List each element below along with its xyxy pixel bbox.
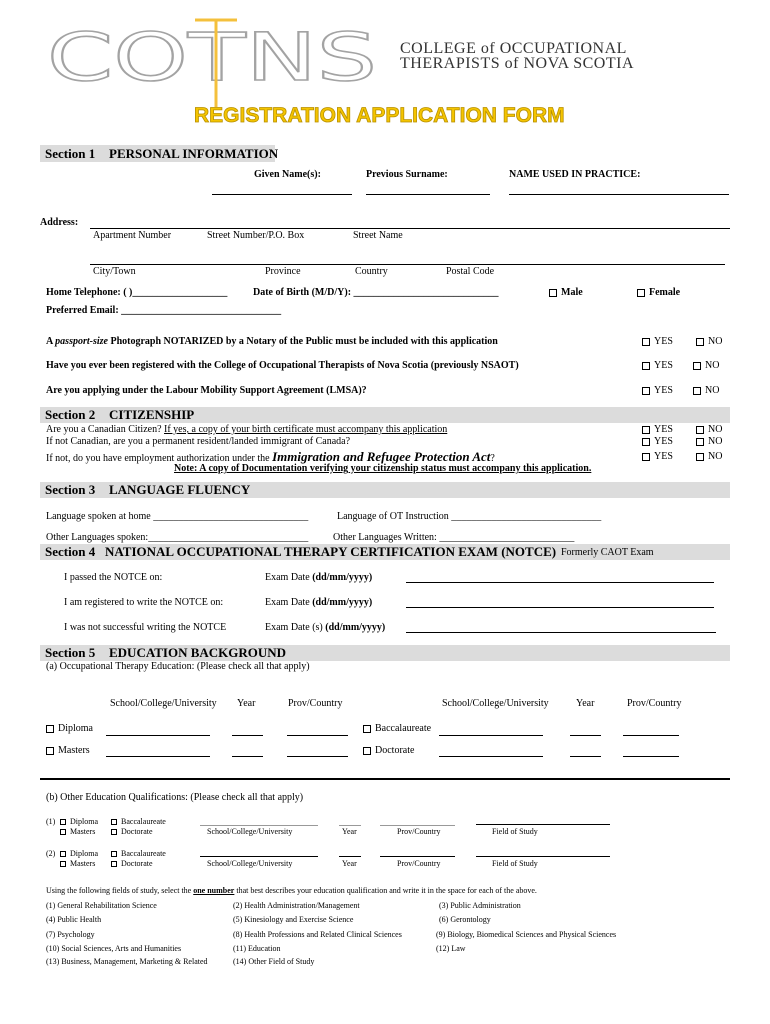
authorization-yes[interactable]: YES	[642, 451, 673, 462]
previous-surname-field[interactable]	[366, 194, 490, 195]
exam-date-1-label: Exam Date (dd/mm/yyyy)	[265, 572, 373, 583]
section3-title: LANGUAGE FLUENCY	[109, 482, 251, 497]
row2-bacc[interactable]: Baccalaureate	[111, 849, 166, 858]
row2-year-caption: Year	[342, 859, 357, 868]
masters-checkbox[interactable]	[46, 747, 54, 755]
row1-year-field[interactable]	[339, 825, 361, 826]
col-prov-right: Prov/Country	[627, 698, 682, 709]
female-label: Female	[649, 287, 681, 298]
lmsa-no[interactable]: NO	[693, 385, 719, 396]
row2-doctorate[interactable]: Doctorate	[111, 859, 153, 868]
checkbox[interactable]	[111, 861, 117, 867]
employment-authorization-question: If not, do you have employment authorization under the Immigration and Refugee Protection Act?	[46, 449, 495, 464]
address-line2-field[interactable]	[90, 264, 725, 265]
permanent-resident-question: If not Canadian, are you a permanent resident/landed immigrant of Canada?	[46, 436, 351, 447]
other-languages-spoken-field[interactable]: Other Languages spoken:________________________________	[46, 532, 309, 543]
section3-number: Section 3	[45, 482, 96, 497]
photo-yes[interactable]: YES	[642, 336, 673, 347]
yes-checkbox[interactable]	[642, 387, 650, 395]
checkbox[interactable]	[111, 819, 117, 825]
name-used-field[interactable]	[509, 194, 729, 195]
date-of-birth-field[interactable]: Date of Birth (M/D/Y): _____________________________	[253, 287, 499, 298]
baccalaureate-option[interactable]: Baccalaureate	[363, 723, 431, 734]
col-school-right: School/College/University	[442, 698, 549, 709]
field-6: (6) Gerontology	[439, 915, 491, 924]
preferred-email-field[interactable]: Preferred Email: ________________________________	[46, 305, 282, 316]
previous-surname-label: Previous Surname:	[366, 169, 448, 180]
female-checkbox[interactable]	[637, 289, 645, 297]
field-2: (2) Health Administration/Management	[233, 901, 360, 910]
postal-code-label: Postal Code	[446, 266, 495, 277]
citizen-yes[interactable]: YES	[642, 424, 673, 435]
row1-school-field[interactable]	[200, 825, 318, 826]
col-year-left: Year	[237, 698, 256, 709]
baccalaureate-checkbox[interactable]	[363, 725, 371, 733]
checkbox[interactable]	[111, 851, 117, 857]
language-ot-instruction-field[interactable]: Language of OT Instruction ______________________________	[337, 511, 602, 522]
resident-yes[interactable]: YES	[642, 436, 673, 447]
form-title: REGISTRATION APPLICATION FORM	[194, 104, 565, 127]
registered-question: Have you ever been registered with the College of Occupational Therapists of Nova Scotia (previously NSAOT)	[46, 360, 519, 371]
masters-year-field[interactable]	[232, 756, 263, 757]
other-languages-written-field[interactable]: Other Languages Written: ___________________________	[333, 532, 575, 543]
row1-doctorate[interactable]: Doctorate	[111, 827, 153, 836]
section4-title: NATIONAL OCCUPATIONAL THERAPY CERTIFICATION EXAM (NOTCE)	[105, 544, 557, 559]
row1-field-caption: Field of Study	[492, 827, 538, 836]
field-11: (11) Education	[233, 944, 281, 953]
other-education-subheading: (b) Other Education Qualifications: (Please check all that apply)	[46, 792, 304, 803]
field-4: (4) Public Health	[46, 915, 102, 924]
fields-instruction: Using the following fields of study, select the one number that best describes your education qualification and write it in the space for each of the above.	[46, 886, 537, 895]
checkbox[interactable]	[60, 829, 66, 835]
field-10: (10) Social Sciences, Arts and Humanities	[46, 944, 182, 953]
bacc-year-field[interactable]	[570, 735, 601, 736]
yes-checkbox[interactable]	[642, 438, 650, 446]
photo-no[interactable]: NO	[696, 336, 722, 347]
field-8: (8) Health Professions and Related Clinical Sciences	[233, 930, 402, 939]
field-13: (13) Business, Management, Marketing & Related	[46, 957, 208, 966]
province-label: Province	[265, 266, 301, 277]
exam-date-2-field[interactable]	[406, 607, 714, 608]
no-checkbox[interactable]	[693, 387, 701, 395]
field-1: (1) General Rehabilitation Science	[46, 901, 157, 910]
photo-question: A passport-size Photograph NOTARIZED by a Notary of the Public must be included with this application	[46, 336, 498, 347]
no-checkbox[interactable]	[696, 453, 704, 461]
bacc-school-field[interactable]	[439, 735, 543, 736]
country-label: Country	[355, 266, 388, 277]
row1-year-caption: Year	[342, 827, 357, 836]
address-line1-field[interactable]	[90, 228, 730, 229]
doct-year-field[interactable]	[570, 756, 601, 757]
registered-notce-label: I am registered to write the NOTCE on:	[64, 597, 224, 608]
row1-field-of-study[interactable]	[476, 824, 610, 825]
no-checkbox[interactable]	[696, 438, 704, 446]
resident-no[interactable]: NO	[696, 436, 722, 447]
logo-line2: THERAPISTS of NOVA SCOTIA	[400, 55, 635, 72]
row1-prov-caption: Prov/Country	[397, 827, 441, 836]
row2-prov-field[interactable]	[380, 856, 455, 857]
address-label: Address:	[40, 217, 79, 228]
doctorate-option[interactable]: Doctorate	[363, 745, 414, 756]
street-name-label: Street Name	[353, 230, 403, 241]
exam-date-2-label: Exam Date (dd/mm/yyyy)	[265, 597, 373, 608]
citizen-no[interactable]: NO	[696, 424, 722, 435]
checkbox[interactable]	[60, 819, 66, 825]
field-14: (14) Other Field of Study	[233, 957, 315, 966]
male-option[interactable]	[549, 287, 583, 298]
name-used-label: NAME USED IN PRACTICE:	[509, 169, 641, 180]
female-option[interactable]	[637, 287, 680, 298]
checkbox[interactable]	[60, 861, 66, 867]
doct-prov-field[interactable]	[623, 756, 679, 757]
exam-date-3-field[interactable]	[406, 632, 716, 633]
row1-masters[interactable]: Masters	[60, 827, 95, 836]
given-name-field[interactable]	[212, 194, 352, 195]
section5-title: EDUCATION BACKGROUND	[109, 645, 287, 660]
diploma-option[interactable]: Diploma	[46, 723, 93, 734]
masters-school-field[interactable]	[106, 756, 210, 757]
yes-checkbox[interactable]	[642, 426, 650, 434]
unsuccessful-notce-label: I was not successful writing the NOTCE	[64, 622, 227, 633]
section5-number: Section 5	[45, 645, 96, 660]
language-home-field[interactable]: Language spoken at home _______________________________	[46, 511, 309, 522]
row2-school-field[interactable]	[200, 856, 318, 857]
section2-number: Section 2	[45, 407, 96, 422]
row2-masters[interactable]: Masters	[60, 859, 95, 868]
formerly-caot: Formerly CAOT Exam	[561, 547, 654, 558]
doctorate-checkbox[interactable]	[363, 747, 371, 755]
citizenship-note: Note: A copy of Documentation verifying your citizenship status must accompany this application.	[174, 463, 592, 474]
section2-title: CITIZENSHIP	[109, 407, 195, 422]
yes-checkbox[interactable]	[642, 453, 650, 461]
masters-prov-field[interactable]	[287, 756, 348, 757]
diploma-prov-field[interactable]	[287, 735, 348, 736]
logo-letters: COTNS	[47, 19, 377, 96]
registered-yes[interactable]: YES	[642, 360, 673, 371]
authorization-no[interactable]: NO	[696, 451, 722, 462]
passed-notce-label: I passed the NOTCE on:	[64, 572, 163, 583]
male-checkbox[interactable]	[549, 289, 557, 297]
lmsa-question: Are you applying under the Labour Mobility Support Agreement (LMSA)?	[46, 385, 367, 396]
row2-diploma[interactable]: Diploma	[60, 849, 98, 858]
canadian-citizen-question: Are you a Canadian Citizen? If yes, a copy of your birth certificate must accompany this application	[46, 424, 448, 435]
col-year-right: Year	[576, 698, 595, 709]
field-5: (5) Kinesiology and Exercise Science	[233, 915, 354, 924]
row1-number: (1)	[46, 817, 56, 826]
diploma-year-field[interactable]	[232, 735, 263, 736]
field-9: (9) Biology, Biomedical Sciences and Physical Sciences	[436, 930, 617, 939]
male-label: Male	[561, 287, 583, 298]
diploma-checkbox[interactable]	[46, 725, 54, 733]
col-prov-left: Prov/Country	[288, 698, 343, 709]
checkbox[interactable]	[60, 851, 66, 857]
row2-field-caption: Field of Study	[492, 859, 538, 868]
diploma-school-field[interactable]	[106, 735, 210, 736]
section4-number: Section 4	[45, 544, 96, 559]
given-name-label: Given Name(s):	[254, 169, 321, 180]
bacc-prov-field[interactable]	[623, 735, 679, 736]
checkbox[interactable]	[111, 829, 117, 835]
city-label: City/Town	[93, 266, 136, 277]
section5-divider	[40, 778, 730, 780]
street-number-label: Street Number/P.O. Box	[207, 230, 305, 241]
row2-prov-caption: Prov/Country	[397, 859, 441, 868]
row1-prov-field[interactable]	[380, 825, 455, 826]
no-checkbox[interactable]	[696, 426, 704, 434]
field-3: (3) Public Administration	[439, 901, 521, 910]
yes-checkbox[interactable]	[642, 362, 650, 370]
exam-date-3-label: Exam Date (s) (dd/mm/yyyy)	[265, 622, 386, 633]
logo-mark	[45, 12, 390, 107]
field-12: (12) Law	[436, 944, 466, 953]
yes-checkbox[interactable]	[642, 338, 650, 346]
section1-number: Section 1	[45, 146, 96, 161]
row2-field-of-study[interactable]	[476, 856, 610, 857]
logo	[45, 12, 390, 107]
apartment-label: Apartment Number	[93, 230, 172, 241]
doct-school-field[interactable]	[439, 756, 543, 757]
field-7: (7) Psychology	[46, 930, 95, 939]
row2-year-field[interactable]	[339, 856, 361, 857]
home-telephone-field[interactable]: Home Telephone: ( )___________________	[46, 287, 228, 298]
exam-date-1-field[interactable]	[406, 582, 714, 583]
lmsa-yes[interactable]: YES	[642, 385, 673, 396]
row1-school-caption: School/College/University	[207, 827, 293, 836]
row1-bacc[interactable]: Baccalaureate	[111, 817, 166, 826]
registered-no[interactable]: NO	[693, 360, 719, 371]
no-checkbox[interactable]	[693, 362, 701, 370]
section1-title: PERSONAL INFORMATION	[109, 146, 279, 161]
col-school-left: School/College/University	[110, 698, 217, 709]
row1-diploma[interactable]: Diploma	[60, 817, 98, 826]
masters-option[interactable]: Masters	[46, 745, 90, 756]
row2-school-caption: School/College/University	[207, 859, 293, 868]
ot-education-subheading: (a) Occupational Therapy Education: (Please check all that apply)	[46, 661, 310, 672]
logo-line1: COLLEGE of OCCUPATIONAL	[400, 40, 627, 57]
row2-number: (2)	[46, 849, 56, 858]
no-checkbox[interactable]	[696, 338, 704, 346]
